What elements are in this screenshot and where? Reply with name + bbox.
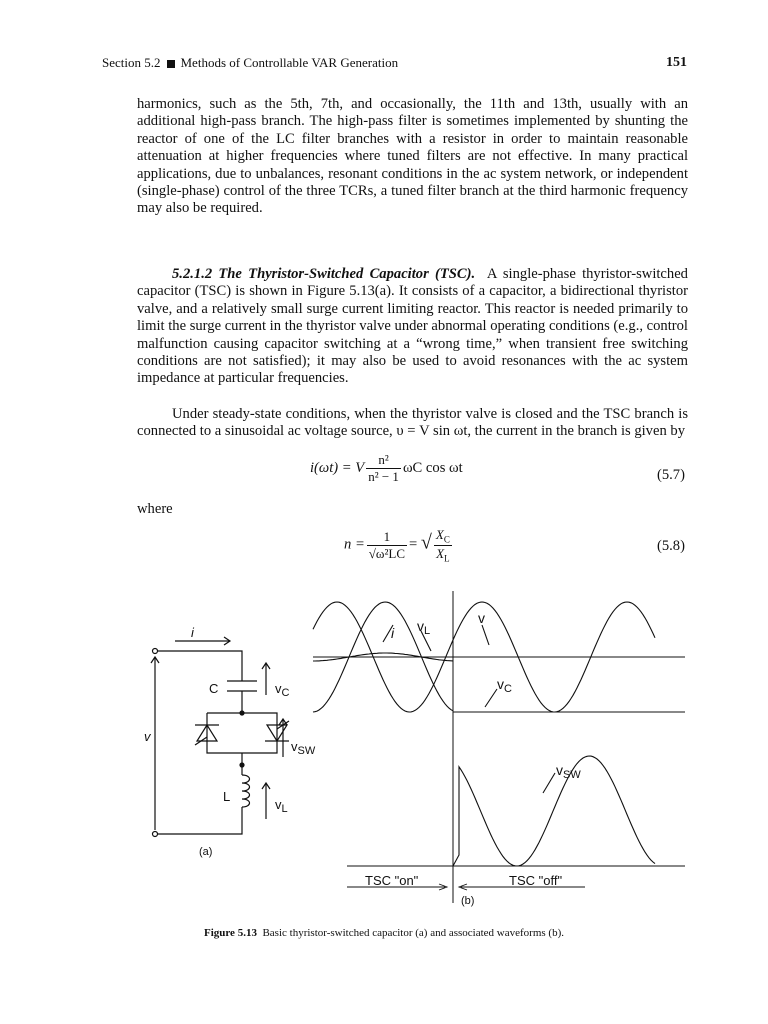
figure-5-13 [135,585,695,915]
reactor-voltage-label: $v_L$ [275,797,288,815]
wave-vsw-label: $v_{SW}$ [556,762,581,781]
capacitor-label: C [209,681,219,696]
waveform-plot [313,591,685,903]
wave-vL-label: $v_L$ [417,618,431,637]
circuit-current-label: i [191,625,194,640]
where-text: where [137,501,173,517]
caption-label: Figure 5.13 [203,927,257,939]
wave-v-label: v [478,610,485,626]
running-header [102,55,687,75]
sw-voltage-label: $v_{SW}$ [291,739,316,757]
subfigure-a-label: (a) [199,846,213,858]
equation-number-5-7: (5.7) [657,467,685,483]
source-voltage-label: v [144,729,151,744]
section-number: Section 5.2 [102,55,161,70]
caption-text: Basic thyristor-switched capacitor (a) and associated waveforms (b). [262,927,565,939]
tsc-on-label: TSC "on" [365,873,419,888]
figure-caption [0,927,768,939]
equation-number-5-8: (5.8) [657,538,685,554]
cap-voltage-label: $v_C$ [275,681,290,699]
reactor-label: L [223,789,231,804]
equation-5-7: i(ωt) = V $\frac{\text{n²}}{\text{n² − 1}}$ ωC cos ωt [310,452,463,484]
wave-i-label: i [391,625,395,641]
paragraph-steady-state: Under steady-state conditions, when the thyristor valve is closed and the TSC branch is connected to a sinusoidal ac voltage source, υ = V sin ωt, the current in the branch is given by [137,406,688,440]
paragraph-harmonics: harmonics, such as the 5th, 7th, and occasionally, the 11th and 13th, usually with an additional high-pass branch. The high-pass filter is sometimes implemented by shunting the reactor of one of the LC filter branches with a resistor in order to maintain reasonable attenuation at higher frequencies where tuned filters are not effective. In many practical applications, due to unbalances, resonant conditions in the ac system network, or independent (single-phase) control of the three TCRs, a tuned filter branch at the third harmonic frequency may also be required. [137,96,688,217]
paragraph-tsc-intro [137,266,688,388]
switch-voltage-waveform [453,756,655,866]
section-title: Methods of Controllable VAR Generation [180,55,399,70]
circuit-diagram [151,637,289,837]
subfigure-b-label: (b) [461,895,475,907]
tsc-off-label: TSC "off" [509,873,563,888]
wave-vC-label: $v_C$ [497,676,512,695]
paragraph-tsc-body: A single-phase thyristor-switched capacitor (TSC) is shown in Figure 5.13(a). It consists of a capacitor, a bidirectional thyristor valve, and a relatively small surge current limiting reactor. This reactor is needed primarily to limit the surge current in the thyristor valve under abnormal operating conditions (e.g., control malfunction causing capacitor switching at a “wrong time,” when transient free switching conditions are not satisfied); it may also be used to avoid resonances with the ac system impedance at particular frequencies. [137,266,688,387]
page-number: 151 [666,55,687,70]
equation-5-8: n = $\frac{1}{\text{√ω²LC}}$ = √ $\frac{X_C}{X_L}$ [344,527,450,564]
square-bullet-icon [167,60,175,68]
section-heading: 5.2.1.2 The Thyristor-Switched Capacitor (TSC). [172,266,476,282]
